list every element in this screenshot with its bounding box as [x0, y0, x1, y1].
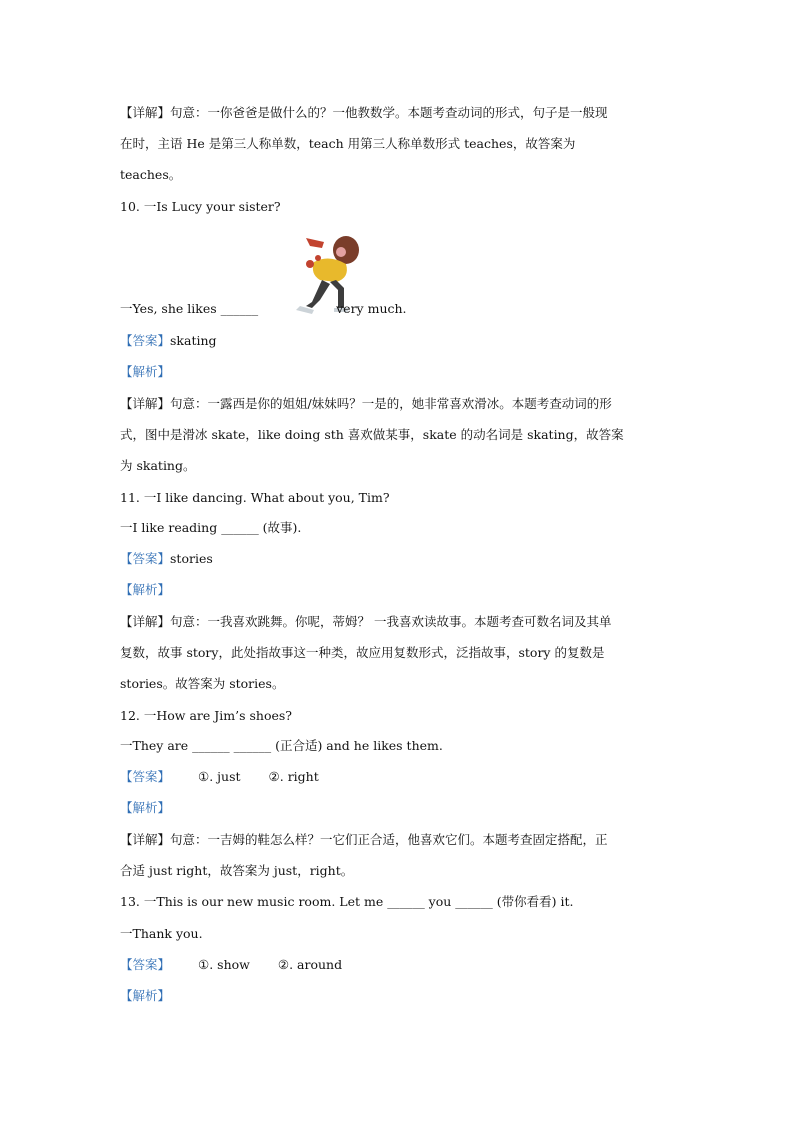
q12-detail-line-2: 合适 just right，故答案为 just，right。 — [120, 863, 354, 878]
q11-reply: 一I like reading ______ (故事). — [120, 520, 302, 535]
detail-text: 句意：一你爸爸是做什么的？一他教数学。本题考查动词的形式，句子是一般现 — [170, 105, 608, 120]
q9-detail-line-2: 在时，主语 He 是第三人称单数，teach 用第三人称单数形式 teaches，故答案为 — [120, 136, 576, 151]
answer-2: ②. around — [277, 957, 343, 972]
answer-text: skating — [170, 333, 217, 348]
q10-analysis-label: 【解析】 — [120, 364, 171, 379]
detail-label: 【详解】 — [120, 396, 171, 411]
answer-label: 【答案】 — [120, 333, 171, 348]
answer-1: ①. just — [198, 769, 241, 784]
q9-detail-line-3: teaches。 — [120, 167, 182, 182]
detail-text: 句意：一吉姆的鞋怎么样？一它们正合适，他喜欢它们。本题考查固定搭配，正 — [170, 832, 608, 847]
detail-label: 【详解】 — [120, 832, 171, 847]
detail-text: 句意：一露西是你的姐姐/妹妹吗？一是的，她非常喜欢滑冰。本题考查动词的形 — [170, 396, 612, 411]
q10-reply — [120, 300, 407, 318]
q11-answer — [120, 550, 213, 568]
q12-question: 12. 一How are Jim’s shoes? — [120, 708, 292, 723]
q11-analysis-label: 【解析】 — [120, 582, 171, 597]
q11-question: 11. 一I like dancing. What about you, Tim? — [120, 490, 390, 505]
q10-detail-line-3: 为 skating。 — [120, 458, 196, 473]
answer-label: 【答案】 — [120, 769, 171, 784]
detail-text: 句意：一我喜欢跳舞。你呢，蒂姆？ 一我喜欢读故事。本题考查可数名词及其单 — [170, 614, 612, 629]
q10-detail-line-2: 式，图中是滑冰 skate，like doing sth 喜欢做某事，skate 的动名词是 skating，故答案 — [120, 427, 624, 442]
detail-label: 【详解】 — [120, 614, 171, 629]
q11-detail-line-1 — [120, 613, 612, 631]
q9-detail-line-1 — [120, 104, 608, 122]
answer-label: 【答案】 — [120, 551, 171, 566]
q11-detail-line-2: 复数，故事 story，此处指故事这一种类，故应用复数形式，泛指故事，story 的复数是 — [120, 645, 605, 660]
q12-analysis-label: 【解析】 — [120, 800, 171, 815]
q12-reply: 一They are ______ ______ (正合适) and he likes them. — [120, 738, 443, 753]
q10-detail-line-1 — [120, 395, 612, 413]
q13-reply: 一Thank you. — [120, 926, 203, 941]
q11-detail-line-3: stories。故答案为 stories。 — [120, 676, 285, 691]
answer-label: 【答案】 — [120, 957, 171, 972]
detail-label: 【详解】 — [120, 105, 171, 120]
q13-answer — [120, 956, 342, 974]
q12-answer — [120, 768, 319, 786]
q12-detail-line-1 — [120, 831, 608, 849]
answer-1: ①. show — [198, 957, 250, 972]
answer-2: ②. right — [268, 769, 319, 784]
answer-text: stories — [170, 551, 213, 566]
reply-end: very much. — [336, 301, 407, 316]
q13-question: 13. 一This is our new music room. Let me ______ you ______ (带你看看) it. — [120, 894, 574, 909]
q10-answer — [120, 332, 217, 350]
reply-start: 一Yes, she likes ______ — [120, 301, 259, 316]
q13-analysis-label: 【解析】 — [120, 988, 171, 1003]
q10-question: 10. 一Is Lucy your sister? — [120, 199, 281, 214]
